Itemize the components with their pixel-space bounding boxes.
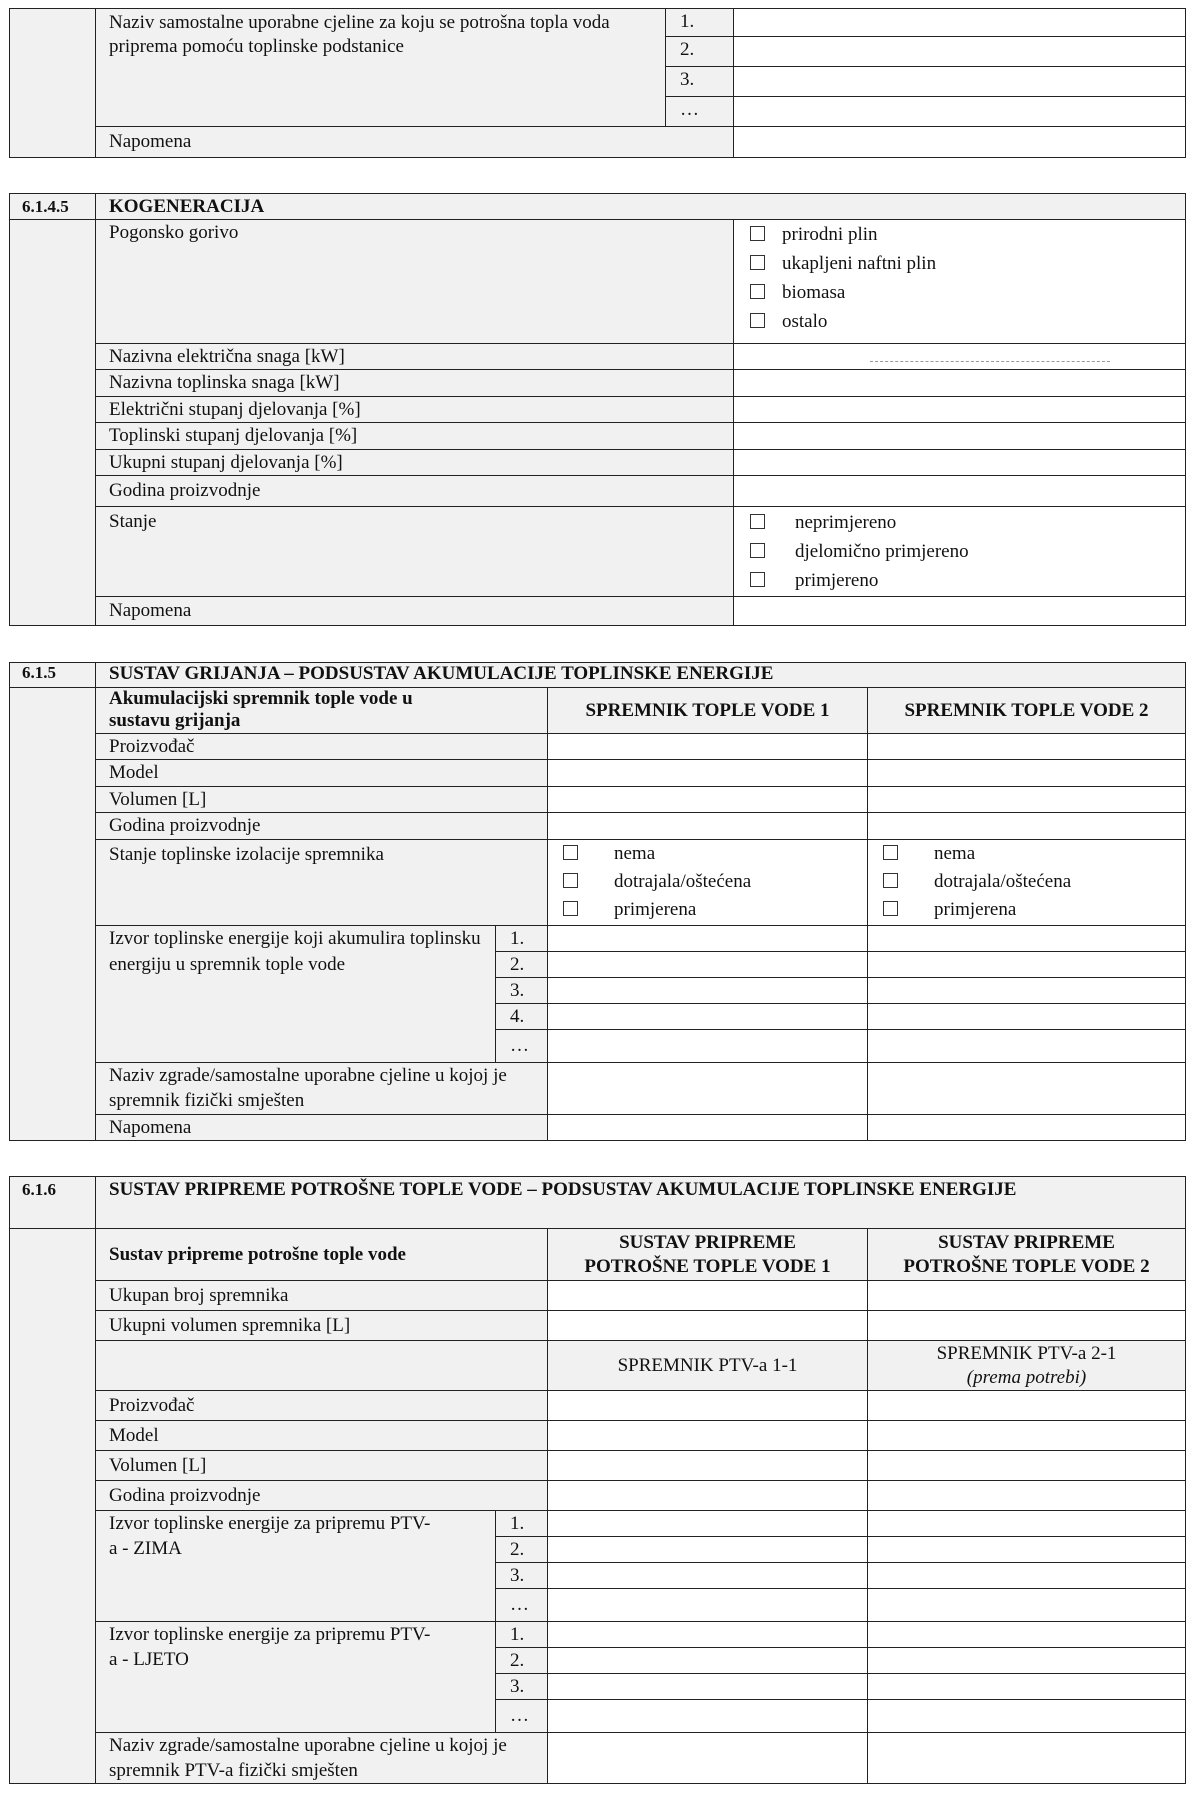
column-header-tank-2: SPREMNIK TOPLE VODE 2	[868, 688, 1186, 734]
checkbox-icon[interactable]	[563, 901, 578, 916]
state-option-partially-adequate[interactable]: djelomično primjereno	[750, 537, 1185, 566]
row-label: Ukupni volumen spremnika [L]	[96, 1311, 548, 1341]
state-label: Stanje	[96, 507, 734, 597]
source-input-2-1[interactable]	[548, 952, 868, 978]
tank-header-label: Akumulacijski spremnik tople vode u sustavu grijanja	[96, 688, 548, 734]
winter-source-input-2-1[interactable]	[548, 1537, 868, 1563]
year-input-1[interactable]	[548, 813, 868, 840]
winter-source-input-more-1[interactable]	[548, 1589, 868, 1622]
checkbox-icon[interactable]	[750, 284, 765, 299]
index-label: 1.	[666, 9, 734, 37]
source-input-4-1[interactable]	[548, 1004, 868, 1030]
source-input-3-1[interactable]	[548, 978, 868, 1004]
row-label: Volumen [L]	[96, 787, 548, 813]
state-option-adequate[interactable]: primjereno	[750, 566, 1185, 595]
note-input-1[interactable]	[548, 1115, 868, 1141]
summer-source-input-more-1[interactable]	[548, 1700, 868, 1733]
fuel-option-biomass[interactable]: biomasa	[750, 278, 1185, 307]
checkbox-icon[interactable]	[750, 514, 765, 529]
substation-units-table	[9, 8, 1186, 158]
summer-source-input-2-1[interactable]	[548, 1648, 868, 1674]
source-input-more-2[interactable]	[868, 1030, 1186, 1063]
winter-source-input-more-2[interactable]	[868, 1589, 1186, 1622]
manufacturer-input-1[interactable]	[548, 1391, 868, 1421]
winter-source-input-3-1[interactable]	[548, 1563, 868, 1589]
index-label: 3.	[666, 67, 734, 97]
checkbox-icon[interactable]	[883, 901, 898, 916]
summer-source-input-2-2[interactable]	[868, 1648, 1186, 1674]
cogeneration-table	[9, 193, 1186, 626]
section-number: 6.1.4.5	[10, 194, 96, 220]
unit-input-more[interactable]	[734, 97, 1186, 127]
checkbox-icon[interactable]	[750, 572, 765, 587]
index-label: 3.	[496, 1563, 548, 1589]
index-label: …	[666, 97, 734, 127]
index-label: …	[496, 1700, 548, 1733]
building-input-1[interactable]	[548, 1733, 868, 1784]
fuel-option-other[interactable]: ostalo	[750, 307, 1185, 336]
checkbox-icon[interactable]	[750, 543, 765, 558]
row-label: Nazivna toplinska snaga [kW]	[96, 370, 734, 397]
index-label: 2.	[496, 952, 548, 978]
model-input-2[interactable]	[868, 1421, 1186, 1451]
source-input-1-1[interactable]	[548, 926, 868, 952]
column-header-tank-1: SPREMNIK TOPLE VODE 1	[548, 688, 868, 734]
source-input-1-2[interactable]	[868, 926, 1186, 952]
building-label: Naziv zgrade/samostalne uporabne cjeline u kojoj je spremnik fizički smješten	[96, 1063, 548, 1115]
year-input-1[interactable]	[548, 1481, 868, 1511]
summer-source-input-1-1[interactable]	[548, 1622, 868, 1648]
index-label: …	[496, 1589, 548, 1622]
building-input-1[interactable]	[548, 1063, 868, 1115]
checkbox-icon[interactable]	[883, 845, 898, 860]
year-input-2[interactable]	[868, 813, 1186, 840]
insulation-option-damaged[interactable]: dotrajala/oštećena	[883, 868, 1185, 896]
units-label: Naziv samostalne uporabne cjeline za koju se potrošna topla voda priprema pomoću toplinske podstanice	[96, 9, 666, 127]
summer-source-label: Izvor toplinske energije za pripremu PTV-a - LJETO	[96, 1622, 496, 1733]
winter-source-label: Izvor toplinske energije za pripremu PTV-a - ZIMA	[96, 1511, 496, 1622]
note-input[interactable]	[734, 127, 1186, 158]
source-input-3-2[interactable]	[868, 978, 1186, 1004]
index-label: 2.	[666, 37, 734, 67]
column-header-dhw-1: SUSTAV PRIPREME POTROŠNE TOPLE VODE 1	[548, 1229, 868, 1281]
source-input-4-2[interactable]	[868, 1004, 1186, 1030]
section-number-cell	[10, 1229, 96, 1784]
summer-source-input-3-1[interactable]	[548, 1674, 868, 1700]
insulation-label: Stanje toplinske izolacije spremnika	[96, 840, 548, 926]
index-label: 3.	[496, 1674, 548, 1700]
row-label: Ukupni stupanj djelovanja [%]	[96, 450, 734, 476]
heating-accumulation-table	[9, 662, 1186, 1141]
insulation-option-damaged[interactable]: dotrajala/oštećena	[563, 868, 867, 896]
insulation-option-none[interactable]: nema	[883, 840, 1185, 868]
section-number-cell	[10, 220, 96, 626]
note-label: Napomena	[96, 127, 734, 158]
section-number: 6.1.6	[10, 1177, 96, 1229]
fuel-option-natural-gas[interactable]: prirodni plin	[750, 220, 1185, 249]
row-label: Volumen [L]	[96, 1451, 548, 1481]
insulation-options-1	[548, 840, 868, 926]
column-header-dhw-2: SUSTAV PRIPREME POTROŠNE TOPLE VODE 2	[868, 1229, 1186, 1281]
tank-header-empty	[96, 1341, 548, 1391]
unit-input-2[interactable]	[734, 37, 1186, 67]
tank-count-input-2[interactable]	[868, 1281, 1186, 1311]
volume-input-2[interactable]	[868, 787, 1186, 813]
model-input-2[interactable]	[868, 760, 1186, 787]
checkbox-icon[interactable]	[750, 226, 765, 241]
tank-header-2-note: (prema potrebi)	[966, 1366, 1087, 1388]
fuel-label: Pogonsko gorivo	[96, 220, 734, 344]
volume-input-2[interactable]	[868, 1451, 1186, 1481]
index-label: 2.	[496, 1537, 548, 1563]
checkbox-icon[interactable]	[563, 873, 578, 888]
section-number: 6.1.5	[10, 663, 96, 688]
row-label: Toplinski stupanj djelovanja [%]	[96, 423, 734, 450]
index-label: 1.	[496, 926, 548, 952]
checkbox-icon[interactable]	[563, 845, 578, 860]
state-option-inadequate[interactable]: neprimjereno	[750, 508, 1185, 537]
insulation-options-2	[868, 840, 1186, 926]
model-input-1[interactable]	[548, 760, 868, 787]
section-number-cell	[10, 688, 96, 1141]
unit-input-1[interactable]	[734, 9, 1186, 37]
thermal-efficiency-input[interactable]	[734, 423, 1186, 450]
index-label: 4.	[496, 1004, 548, 1030]
fuel-options	[734, 220, 1186, 344]
production-year-input[interactable]	[734, 476, 1186, 507]
row-label: Godina proizvodnje	[96, 1481, 548, 1511]
volume-input-1[interactable]	[548, 787, 868, 813]
row-label: Ukupan broj spremnika	[96, 1281, 548, 1311]
dhw-header-label: Sustav pripreme potrošne tople vode	[96, 1229, 548, 1281]
row-label: Nazivna električna snaga [kW]	[96, 344, 734, 370]
winter-source-input-1-1[interactable]	[548, 1511, 868, 1537]
row-label: Model	[96, 760, 548, 787]
summer-source-input-more-2[interactable]	[868, 1700, 1186, 1733]
tank-header-2	[868, 1341, 1186, 1391]
insulation-option-adequate[interactable]: primjerena	[883, 896, 1185, 924]
note-label: Napomena	[96, 1115, 548, 1141]
manufacturer-input-2[interactable]	[868, 1391, 1186, 1421]
building-label: Naziv zgrade/samostalne uporabne cjeline u kojoj je spremnik PTV-a fizički smješten	[96, 1733, 548, 1784]
insulation-option-adequate[interactable]: primjerena	[563, 896, 867, 924]
manufacturer-input-2[interactable]	[868, 734, 1186, 760]
index-label: 2.	[496, 1648, 548, 1674]
checkbox-icon[interactable]	[883, 873, 898, 888]
total-volume-input-1[interactable]	[548, 1311, 868, 1341]
electric-efficiency-input[interactable]	[734, 397, 1186, 423]
note-label: Napomena	[96, 597, 734, 626]
unit-input-3[interactable]	[734, 67, 1186, 97]
volume-input-1[interactable]	[548, 1451, 868, 1481]
index-label: 3.	[496, 978, 548, 1004]
section-number-cell	[10, 9, 96, 158]
winter-source-input-1-2[interactable]	[868, 1511, 1186, 1537]
model-input-1[interactable]	[548, 1421, 868, 1451]
building-input-2[interactable]	[868, 1063, 1186, 1115]
note-input[interactable]	[734, 597, 1186, 626]
dhw-accumulation-table	[9, 1176, 1186, 1784]
row-label: Električni stupanj djelovanja [%]	[96, 397, 734, 423]
checkbox-icon[interactable]	[750, 255, 765, 270]
other-fuel-input[interactable]	[870, 361, 1110, 362]
section-title: SUSTAV GRIJANJA – PODSUSTAV AKUMULACIJE TOPLINSKE ENERGIJE	[96, 663, 1186, 688]
row-label: Godina proizvodnje	[96, 813, 548, 840]
insulation-option-none[interactable]: nema	[563, 840, 867, 868]
section-title: SUSTAV PRIPREME POTROŠNE TOPLE VODE – PODSUSTAV AKUMULACIJE TOPLINSKE ENERGIJE	[96, 1177, 1186, 1229]
row-label: Proizvođač	[96, 734, 548, 760]
total-efficiency-input[interactable]	[734, 450, 1186, 476]
index-label: 1.	[496, 1511, 548, 1537]
building-input-2[interactable]	[868, 1733, 1186, 1784]
manufacturer-input-1[interactable]	[548, 734, 868, 760]
row-label: Model	[96, 1421, 548, 1451]
summer-source-input-3-2[interactable]	[868, 1674, 1186, 1700]
fuel-option-lpg[interactable]: ukapljeni naftni plin	[750, 249, 1185, 278]
state-options	[734, 507, 1186, 597]
row-label: Proizvođač	[96, 1391, 548, 1421]
winter-source-input-3-2[interactable]	[868, 1563, 1186, 1589]
tank-count-input-1[interactable]	[548, 1281, 868, 1311]
tank-header-2-title: SPREMNIK PTV-a 2-1	[936, 1342, 1117, 1364]
checkbox-icon[interactable]	[750, 313, 765, 328]
source-label: Izvor toplinske energije koji akumulira toplinsku energiju u spremnik tople vode	[96, 926, 496, 1063]
thermal-power-input[interactable]	[734, 370, 1186, 397]
row-label: Godina proizvodnje	[96, 476, 734, 507]
tank-header-1: SPREMNIK PTV-a 1-1	[548, 1341, 868, 1391]
section-title: KOGENERACIJA	[96, 194, 1186, 220]
total-volume-input-2[interactable]	[868, 1311, 1186, 1341]
source-input-2-2[interactable]	[868, 952, 1186, 978]
source-input-more-1[interactable]	[548, 1030, 868, 1063]
winter-source-input-2-2[interactable]	[868, 1537, 1186, 1563]
note-input-2[interactable]	[868, 1115, 1186, 1141]
year-input-2[interactable]	[868, 1481, 1186, 1511]
index-label: 1.	[496, 1622, 548, 1648]
index-label: …	[496, 1030, 548, 1063]
summer-source-input-1-2[interactable]	[868, 1622, 1186, 1648]
